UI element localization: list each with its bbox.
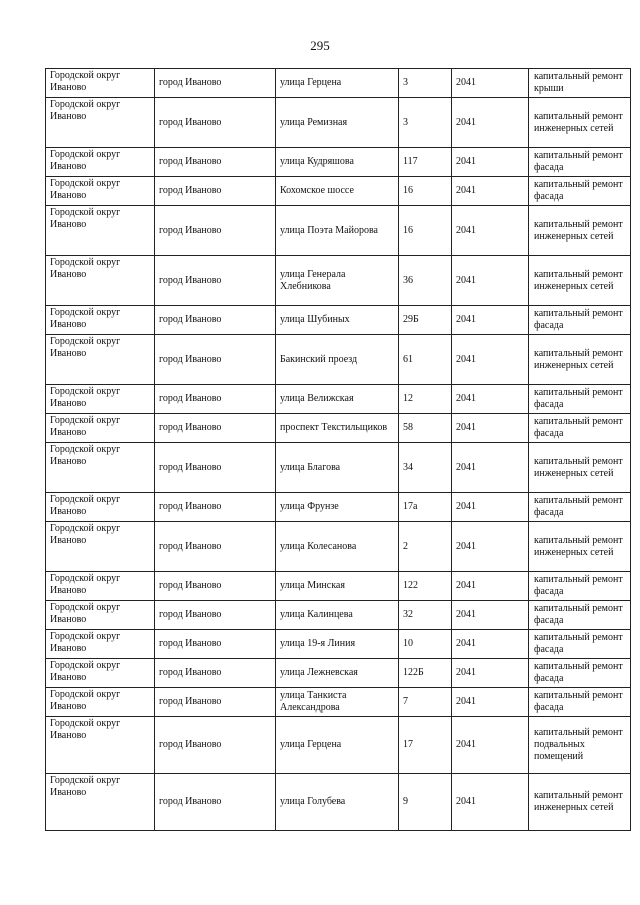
table-row xyxy=(46,177,631,206)
district-cell: Городской округ Иваново xyxy=(46,774,155,831)
work-type-cell: капитальный ремонт фасада xyxy=(529,177,631,206)
street-cell: улица Генерала Хлебникова xyxy=(276,256,399,306)
city-cell: город Иваново xyxy=(155,98,276,148)
city-cell: город Иваново xyxy=(155,414,276,443)
district-cell: Городской округ Иваново xyxy=(46,98,155,148)
year-cell: 2041 xyxy=(452,385,529,414)
house-number-cell: 61 xyxy=(399,335,452,385)
house-number-cell: 34 xyxy=(399,443,452,493)
street-cell: улица Поэта Майорова xyxy=(276,206,399,256)
district-cell: Городской округ Иваново xyxy=(46,385,155,414)
work-type-cell: капитальный ремонт фасада xyxy=(529,601,631,630)
work-type-cell: капитальный ремонт фасада xyxy=(529,688,631,717)
street-cell: улица Кудряшова xyxy=(276,148,399,177)
district-cell: Городской округ Иваново xyxy=(46,717,155,774)
city-cell: город Иваново xyxy=(155,774,276,831)
street-cell: улица 19-я Линия xyxy=(276,630,399,659)
city-cell: город Иваново xyxy=(155,206,276,256)
district-cell: Городской округ Иваново xyxy=(46,148,155,177)
table-row xyxy=(46,206,631,256)
year-cell: 2041 xyxy=(452,774,529,831)
house-number-cell: 29Б xyxy=(399,306,452,335)
work-type-cell: капитальный ремонт фасада xyxy=(529,385,631,414)
year-cell: 2041 xyxy=(452,443,529,493)
house-number-cell: 122Б xyxy=(399,659,452,688)
street-cell: Бакинский проезд xyxy=(276,335,399,385)
district-cell: Городской округ Иваново xyxy=(46,630,155,659)
work-type-cell: капитальный ремонт инженерных сетей xyxy=(529,522,631,572)
table-row xyxy=(46,98,631,148)
district-cell: Городской округ Иваново xyxy=(46,335,155,385)
city-cell: город Иваново xyxy=(155,493,276,522)
street-cell: Кохомское шоссе xyxy=(276,177,399,206)
year-cell: 2041 xyxy=(452,601,529,630)
house-number-cell: 32 xyxy=(399,601,452,630)
year-cell: 2041 xyxy=(452,493,529,522)
work-type-cell: капитальный ремонт инженерных сетей xyxy=(529,206,631,256)
table-row xyxy=(46,414,631,443)
year-cell: 2041 xyxy=(452,414,529,443)
district-cell: Городской округ Иваново xyxy=(46,256,155,306)
street-cell: улица Герцена xyxy=(276,69,399,98)
year-cell: 2041 xyxy=(452,659,529,688)
work-type-cell: капитальный ремонт инженерных сетей xyxy=(529,335,631,385)
district-cell: Городской округ Иваново xyxy=(46,443,155,493)
district-cell: Городской округ Иваново xyxy=(46,688,155,717)
house-number-cell: 10 xyxy=(399,630,452,659)
table-row xyxy=(46,572,631,601)
year-cell: 2041 xyxy=(452,717,529,774)
table-row xyxy=(46,148,631,177)
city-cell: город Иваново xyxy=(155,69,276,98)
year-cell: 2041 xyxy=(452,206,529,256)
table-row xyxy=(46,335,631,385)
house-number-cell: 16 xyxy=(399,206,452,256)
street-cell: улица Велижская xyxy=(276,385,399,414)
street-cell: улица Колесанова xyxy=(276,522,399,572)
house-number-cell: 7 xyxy=(399,688,452,717)
house-number-cell: 3 xyxy=(399,98,452,148)
year-cell: 2041 xyxy=(452,306,529,335)
table-row xyxy=(46,493,631,522)
city-cell: город Иваново xyxy=(155,659,276,688)
house-number-cell: 117 xyxy=(399,148,452,177)
work-type-cell: капитальный ремонт инженерных сетей xyxy=(529,256,631,306)
page-number: 295 xyxy=(310,38,330,53)
table-row xyxy=(46,659,631,688)
city-cell: город Иваново xyxy=(155,572,276,601)
district-cell: Городской округ Иваново xyxy=(46,493,155,522)
city-cell: город Иваново xyxy=(155,177,276,206)
year-cell: 2041 xyxy=(452,688,529,717)
work-type-cell: капитальный ремонт инженерных сетей xyxy=(529,774,631,831)
work-type-cell: капитальный ремонт подвальных помещений xyxy=(529,717,631,774)
district-cell: Городской округ Иваново xyxy=(46,306,155,335)
street-cell: улица Шубиных xyxy=(276,306,399,335)
house-number-cell: 17 xyxy=(399,717,452,774)
repair-schedule-table xyxy=(45,68,631,831)
street-cell: улица Калинцева xyxy=(276,601,399,630)
city-cell: город Иваново xyxy=(155,148,276,177)
year-cell: 2041 xyxy=(452,69,529,98)
year-cell: 2041 xyxy=(452,177,529,206)
house-number-cell: 36 xyxy=(399,256,452,306)
house-number-cell: 2 xyxy=(399,522,452,572)
house-number-cell: 16 xyxy=(399,177,452,206)
work-type-cell: капитальный ремонт фасада xyxy=(529,306,631,335)
city-cell: город Иваново xyxy=(155,522,276,572)
table-row xyxy=(46,256,631,306)
city-cell: город Иваново xyxy=(155,443,276,493)
house-number-cell: 12 xyxy=(399,385,452,414)
district-cell: Городской округ Иваново xyxy=(46,206,155,256)
city-cell: город Иваново xyxy=(155,601,276,630)
table-row xyxy=(46,630,631,659)
table-row xyxy=(46,69,631,98)
table-row xyxy=(46,306,631,335)
street-cell: улица Лежневская xyxy=(276,659,399,688)
house-number-cell: 9 xyxy=(399,774,452,831)
city-cell: город Иваново xyxy=(155,256,276,306)
city-cell: город Иваново xyxy=(155,306,276,335)
work-type-cell: капитальный ремонт фасада xyxy=(529,630,631,659)
table-row xyxy=(46,601,631,630)
street-cell: улица Голубева xyxy=(276,774,399,831)
work-type-cell: капитальный ремонт инженерных сетей xyxy=(529,98,631,148)
city-cell: город Иваново xyxy=(155,717,276,774)
year-cell: 2041 xyxy=(452,98,529,148)
street-cell: проспект Текстильщиков xyxy=(276,414,399,443)
street-cell: улица Благова xyxy=(276,443,399,493)
table-body xyxy=(46,69,631,831)
street-cell: улица Ремизная xyxy=(276,98,399,148)
work-type-cell: капитальный ремонт фасада xyxy=(529,659,631,688)
year-cell: 2041 xyxy=(452,148,529,177)
city-cell: город Иваново xyxy=(155,385,276,414)
table-row xyxy=(46,688,631,717)
house-number-cell: 3 xyxy=(399,69,452,98)
year-cell: 2041 xyxy=(452,335,529,385)
district-cell: Городской округ Иваново xyxy=(46,659,155,688)
city-cell: город Иваново xyxy=(155,630,276,659)
work-type-cell: капитальный ремонт фасада xyxy=(529,493,631,522)
city-cell: город Иваново xyxy=(155,688,276,717)
work-type-cell: капитальный ремонт крыши xyxy=(529,69,631,98)
district-cell: Городской округ Иваново xyxy=(46,414,155,443)
street-cell: улица Танкиста Александрова xyxy=(276,688,399,717)
year-cell: 2041 xyxy=(452,256,529,306)
district-cell: Городской округ Иваново xyxy=(46,522,155,572)
year-cell: 2041 xyxy=(452,522,529,572)
year-cell: 2041 xyxy=(452,630,529,659)
district-cell: Городской округ Иваново xyxy=(46,572,155,601)
street-cell: улица Герцена xyxy=(276,717,399,774)
house-number-cell: 122 xyxy=(399,572,452,601)
table-row xyxy=(46,443,631,493)
house-number-cell: 17а xyxy=(399,493,452,522)
table-row xyxy=(46,717,631,774)
table-row xyxy=(46,385,631,414)
work-type-cell: капитальный ремонт инженерных сетей xyxy=(529,443,631,493)
district-cell: Городской округ Иваново xyxy=(46,69,155,98)
district-cell: Городской округ Иваново xyxy=(46,601,155,630)
city-cell: город Иваново xyxy=(155,335,276,385)
year-cell: 2041 xyxy=(452,572,529,601)
house-number-cell: 58 xyxy=(399,414,452,443)
street-cell: улица Минская xyxy=(276,572,399,601)
street-cell: улица Фрунзе xyxy=(276,493,399,522)
work-type-cell: капитальный ремонт фасада xyxy=(529,148,631,177)
table-row xyxy=(46,774,631,831)
work-type-cell: капитальный ремонт фасада xyxy=(529,572,631,601)
table-row xyxy=(46,522,631,572)
work-type-cell: капитальный ремонт фасада xyxy=(529,414,631,443)
district-cell: Городской округ Иваново xyxy=(46,177,155,206)
